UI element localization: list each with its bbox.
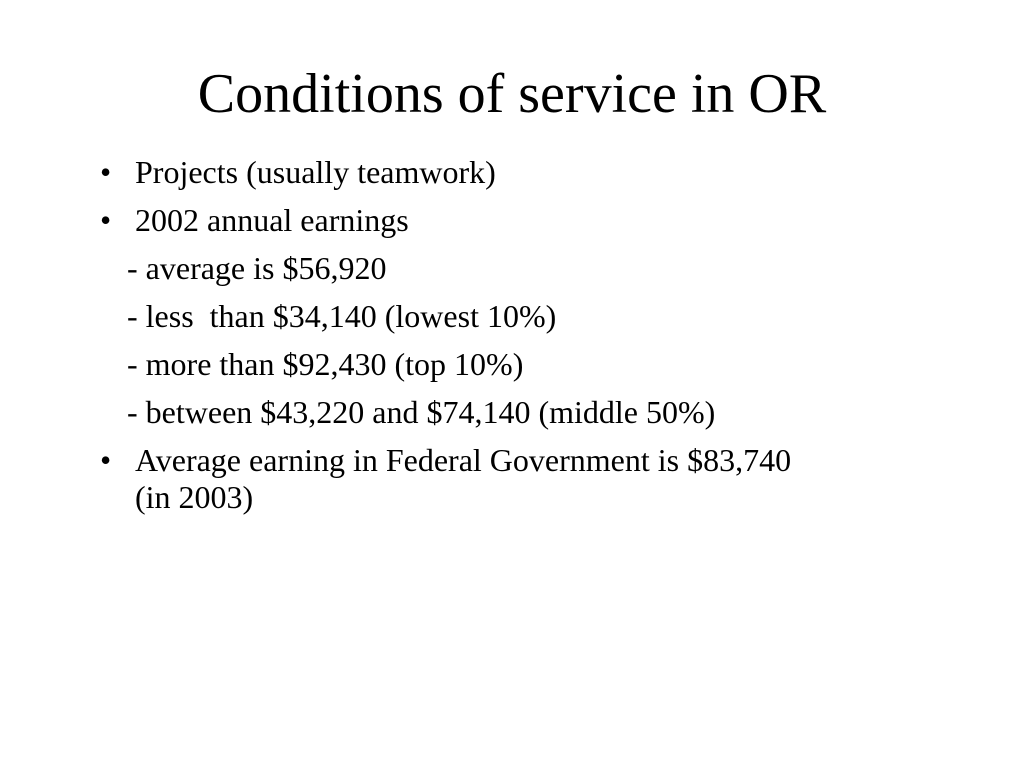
sub-item-text: - more than $92,430 (top 10%) (127, 346, 524, 382)
sub-item (100, 394, 900, 431)
bullet-icon: • (100, 202, 112, 238)
slide-title: Conditions of service in OR (197, 63, 827, 125)
bullet-icon: • (100, 154, 112, 190)
bullet-item (100, 202, 900, 239)
bullet-item (100, 442, 815, 516)
bullet-item (100, 154, 900, 191)
sub-item (100, 250, 900, 287)
sub-item (100, 298, 900, 335)
bullet-text: Average earning in Federal Government is $83,740 (in 2003) (135, 442, 792, 515)
sub-item (100, 346, 900, 383)
slide-body (100, 154, 900, 527)
sub-item-text: - between $43,220 and $74,140 (middle 50%) (127, 394, 716, 430)
sub-item-text: - less than $34,140 (lowest 10%) (127, 298, 557, 334)
bullet-text: 2002 annual earnings (135, 202, 409, 238)
sub-item-text: - average is $56,920 (127, 250, 387, 286)
bullet-text: Projects (usually teamwork) (135, 154, 496, 190)
bullet-icon: • (100, 442, 112, 478)
